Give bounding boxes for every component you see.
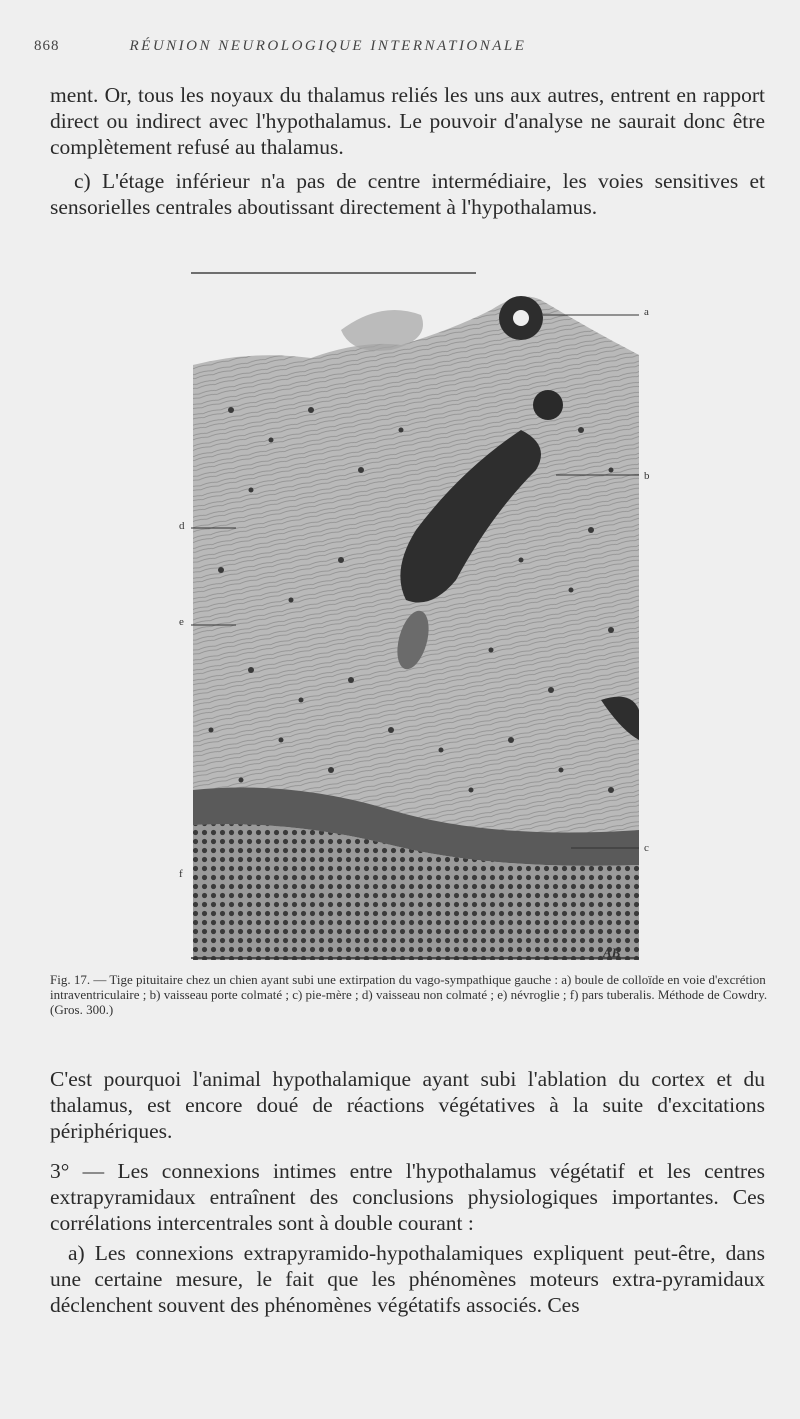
paragraph-3: C'est pourquoi l'animal hypothalamique ayant subi l'ablation du cortex et du thalamus, est encore doué de réactions végétatives à la suite d'excitations périphériques. [50,1067,765,1143]
paragraph-5: a) Les connexions extrapyramido-hypothalamiques expliquent peut-être, dans une certaine mesure, le fait que les phénomènes moteurs extra-pyramidaux déclenchent souvent des phénomènes végétatifs associés. Ces [50,1241,765,1317]
label-e: e [179,616,184,628]
histology-figure [179,270,650,960]
figure-caption: Fig. 17. — Tige pituitaire chez un chien ayant subi une extirpation du vago-sympathique gauche : a) boule de colloïde en voie d'excrétion intraventriculaire ; b) vaisseau porte colmaté ; c) pie-mère ; d) vaisseau non colmaté ; e) névroglie ; f) pars tuberalis. Méthode de Cowdry. (Gros. 300.) [50,972,768,1017]
paragraph-1: ment. Or, tous les noyaux du thalamus reliés les uns aux autres, entrent en rapport direct ou indirect avec l'hypothalamus. Le pouvoir d'analyse ne saurait donc être complètement refusé au thalamus. [50,83,765,159]
label-f: f [179,868,183,880]
label-d: d [179,520,185,532]
label-b: b [644,470,650,482]
label-c: c [644,842,649,854]
running-head [34,38,700,55]
artist-signature: AB [603,945,621,960]
paragraph-2: c) L'étage inférieur n'a pas de centre intermédiaire, les voies sensitives et sensorielles centrales aboutissant directement à l'hypothalamus. [50,169,765,219]
paragraph-4: 3° — Les connexions intimes entre l'hypothalamus végétatif et les centres extrapyramidaux entraînent des conclusions physiologiques importantes. Ces corrélations intercentrales sont à double courant : [50,1159,765,1235]
running-title: RÉUNION NEUROLOGIQUE INTERNATIONALE [129,38,527,54]
page-number: 868 [34,38,60,54]
histology-illustration [191,270,641,960]
label-a: a [644,306,649,318]
